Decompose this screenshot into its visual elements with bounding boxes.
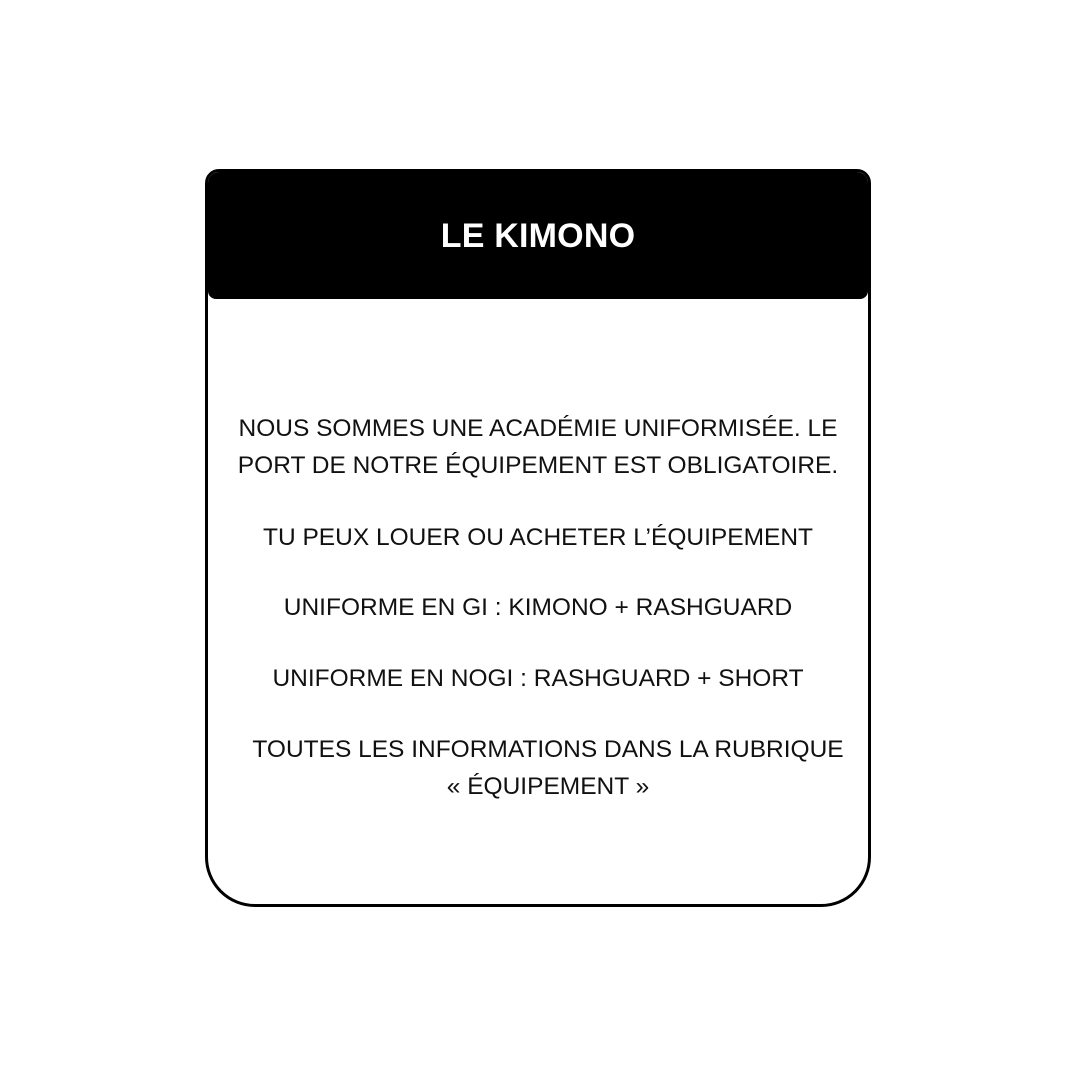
paragraph-line: PORT DE NOTRE ÉQUIPEMENT EST OBLIGATOIRE. xyxy=(237,452,839,479)
paragraph-line: UNIFORME EN NOGI : RASHGUARD + SHORT xyxy=(272,665,804,692)
info-card xyxy=(205,169,871,907)
paragraph-line: TOUTES LES INFORMATIONS DANS LA RUBRIQUE xyxy=(252,736,844,763)
paragraph-line: UNIFORME EN GI : KIMONO + RASHGUARD xyxy=(283,594,793,621)
paragraph-gi-uniform xyxy=(208,589,868,626)
paragraph-equipment-section xyxy=(208,731,868,805)
paragraph-rent-or-buy xyxy=(208,519,868,556)
paragraph-academy-rules xyxy=(208,410,868,484)
card-body xyxy=(208,172,868,904)
paragraph-nogi-uniform xyxy=(208,660,868,697)
paragraph-line: « ÉQUIPEMENT » xyxy=(446,773,650,800)
paragraph-line: NOUS SOMMES UNE ACADÉMIE UNIFORMISÉE. LE xyxy=(238,415,838,442)
paragraph-line: TU PEUX LOUER OU ACHETER L’ÉQUIPEMENT xyxy=(263,524,813,551)
card-title: LE KIMONO xyxy=(440,217,636,255)
